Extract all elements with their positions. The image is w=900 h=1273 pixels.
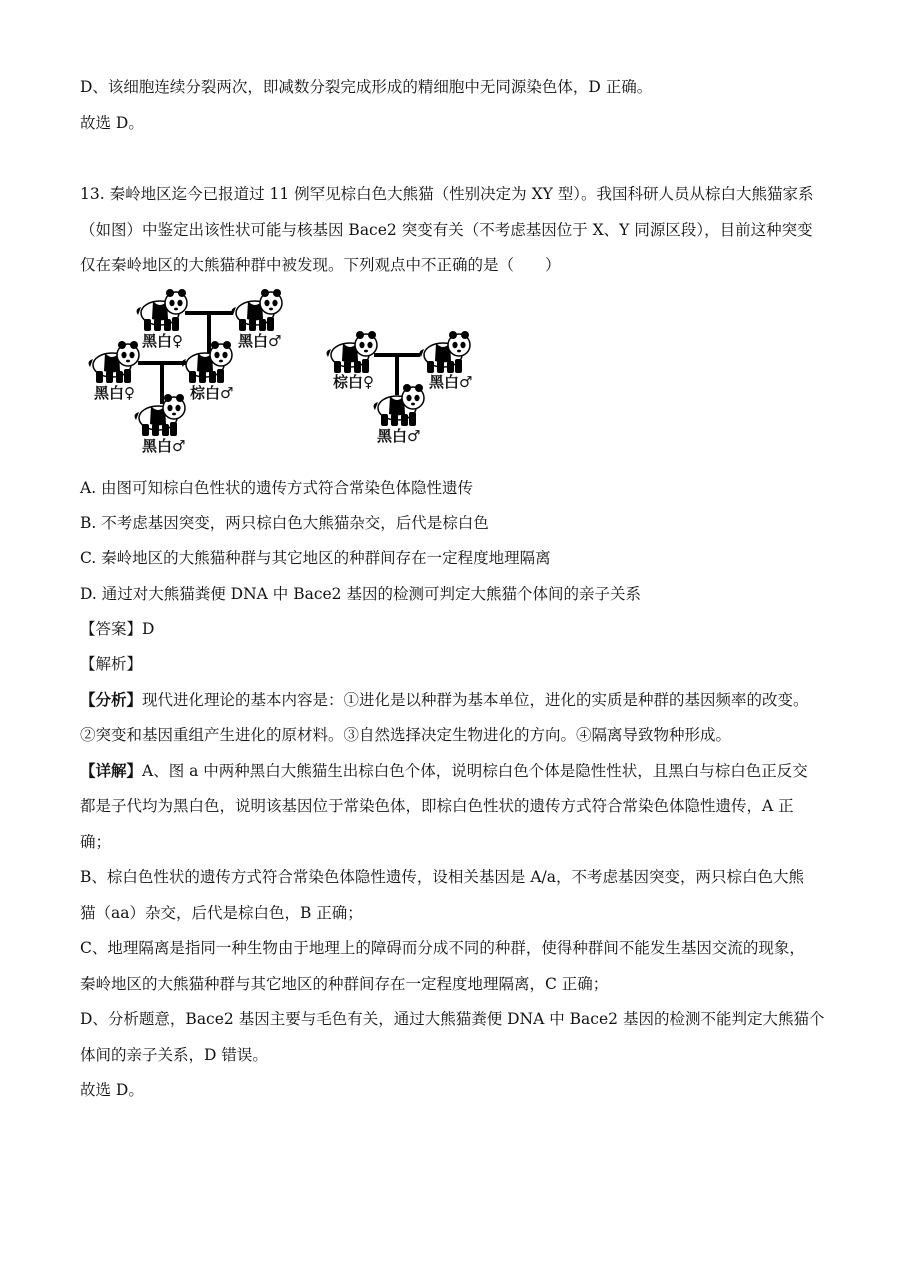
panda-icon [232, 289, 282, 331]
answer-line: 【答案】D [80, 620, 155, 638]
option-b: B. 不考虑基因突变，两只棕白色大熊猫杂交，后代是棕白色 [80, 514, 489, 532]
xiangjie-line: C、地理隔离是指同一种生物由于地理上的障碍而分成不同的种群，使得种群间不能发生基因交流的现象， [80, 939, 805, 957]
xiangjie-line: 猫（aa）杂交，后代是棕白色，B 正确； [80, 904, 363, 922]
xiangjie-line: B、棕白色性状的遗传方式符合常染色体隐性遗传，设相关基因是 A/a，不考虑基因突变，两只棕白色大熊 [80, 868, 804, 886]
question-stem-line: 13. 秦岭地区迄今已报道过 11 例罕见棕白色大熊猫（性别决定为 XY 型）。我国科研人员从棕白大熊猫家系 [80, 185, 814, 203]
pedigree-label: 黑白♀ [94, 384, 135, 402]
panda-icon [137, 289, 187, 331]
xiangjie-line: 体间的亲子关系，D 错误。 [80, 1046, 268, 1064]
fenxi-line: ②突变和基因重组产生进化的原材料。③自然选择决定生物进化的方向。④隔离导致物种形成。 [80, 726, 732, 744]
xiangjie-tag: 【详解】 [80, 761, 143, 780]
analysis-heading: 【解析】 [80, 655, 143, 673]
panda-icon [327, 331, 377, 373]
pedigree-label: 黑白♂ [142, 437, 186, 455]
question-stem-line: 仅在秦岭地区的大熊猫种群中被发现。下列观点中不正确的是（ ） [80, 256, 561, 274]
intro-line: D、该细胞连续分裂两次，即减数分裂完成形成的精细胞中无同源染色体，D 正确。 [80, 78, 653, 96]
xiangjie-line: 故选 D。 [80, 1081, 144, 1099]
pedigree-figure [0, 0, 900, 480]
panda-icon [420, 331, 470, 373]
fenxi-line [80, 689, 809, 711]
pedigree-label: 黑白♀ [142, 332, 183, 350]
pedigree-label: 黑白♂ [429, 373, 473, 391]
pedigree-label: 黑白♂ [377, 427, 421, 445]
pedigree-label: 棕白♀ [333, 373, 374, 391]
xiangjie-line: 确； [80, 833, 112, 851]
option-a: A. 由图可知棕白色性状的遗传方式符合常染色体隐性遗传 [80, 479, 474, 497]
pedigree-label: 棕白♂ [190, 384, 234, 402]
fenxi-tag: 【分析】 [80, 690, 143, 709]
panda-icon [89, 341, 139, 383]
xiangjie-text: A、图 a 中两种黑白大熊猫生出棕白色个体，说明棕白色个体是隐性性状，且黑白与棕白色正反交 [142, 762, 808, 780]
xiangjie-line: 秦岭地区的大熊猫种群与其它地区的种群间存在一定程度地理隔离，C 正确； [80, 975, 609, 993]
question-stem-line: （如图）中鉴定出该性状可能与核基因 Bace2 突变有关（不考虑基因位于 X、Y 同源区段），目前这种突变 [80, 221, 813, 239]
intro-line: 故选 D。 [80, 114, 144, 132]
xiangjie-line: 都是子代均为黑白色，说明该基因位于常染色体，即棕白色性状的遗传方式符合常染色体隐性遗传，A 正 [80, 797, 794, 815]
panda-icon [182, 341, 232, 383]
panda-icon [135, 394, 185, 436]
fenxi-text: 现代进化理论的基本内容是：①进化是以种群为基本单位，进化的实质是种群的基因频率的改变。 [142, 691, 809, 709]
option-d: D. 通过对大熊猫粪便 DNA 中 Bace2 基因的检测可判定大熊猫个体间的亲子关系 [80, 585, 641, 603]
option-c: C. 秦岭地区的大熊猫种群与其它地区的种群间存在一定程度地理隔离 [80, 549, 551, 567]
xiangjie-line: D、分析题意，Bace2 基因主要与毛色有关，通过大熊猫粪便 DNA 中 Bace2 基因的检测不能判定大熊猫个 [80, 1010, 825, 1028]
xiangjie-line [80, 760, 808, 782]
pedigree-label: 黑白♂ [238, 332, 282, 350]
